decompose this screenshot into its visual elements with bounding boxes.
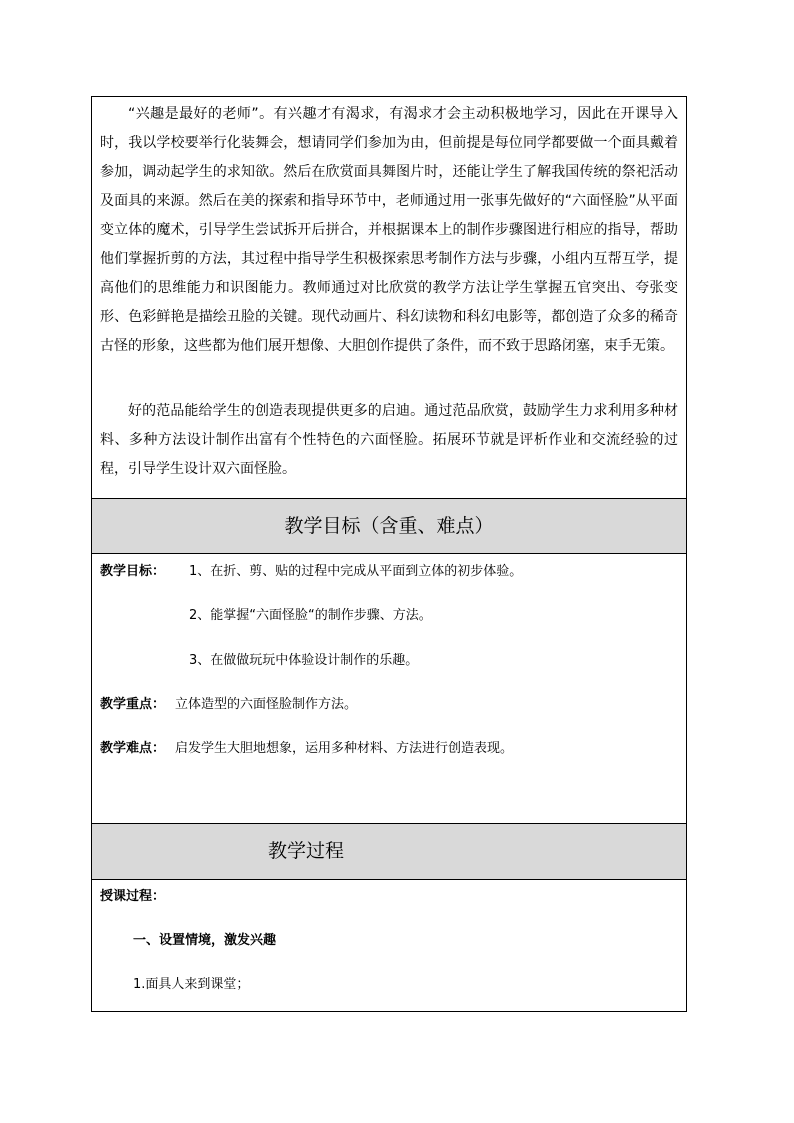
lesson-plan-table [91, 96, 687, 1012]
step1-heading: 一、设置情境，激发兴趣 [133, 933, 277, 948]
difficulty-text: 启发学生大胆地想象，运用多种材料、方法进行创造表现。 [175, 741, 514, 756]
process-cell [92, 879, 686, 1011]
difficulty-label: 教学难点： [100, 741, 166, 756]
goal-item-2: 2、能掌握“六面怪脸“的制作步骤、方法。 [189, 608, 432, 623]
intro-paragraph-1: “兴趣是最好的老师”。有兴趣才有渴求，有渴求才会主动积极地学习，因此在开课导入时，我以学校要举行化装舞会，想请同学们参加为由，但前提是每位同学都要做一个面具戴着参加，调动起学生的求知欲。然后在欣赏面具舞图片时，还能让学生了解我国传统的祭祀活动及面具的来源。然后在美的探索和指导环节中，老师通过用一张事先做好的“六面怪脸”从平面变立体的魔术，引导学生尝试拆开后拼合，并根据课本上的制作步骤图进行相应的指导，帮助他们掌握折剪的方法，其过程中指导学生积极探索思考制作方法与步骤，小组内互帮互学，提高他们的思维能力和识图能力。教师通过对比欣赏的教学方法让学生掌握五官突出、夸张变形、色彩鲜艳是描绘丑脸的关键。现代动画片、科幻读物和科幻电影等，都创造了众多的稀奇古怪的形象，这些都为他们展开想像、大胆创作提供了条件，而不致于思路闭塞，束手无策。 [100, 106, 678, 354]
goal-item-1: 1、在折、剪、贴的过程中完成从平面到立体的初步体验。 [189, 564, 523, 579]
key-point-label: 教学重点： [100, 697, 166, 712]
objectives-title: 教学目标（含重、难点） [284, 515, 494, 537]
goal-item-3: 3、在做做玩玩中体验设计制作的乐趣。 [189, 653, 419, 668]
objectives-header-cell [92, 498, 686, 553]
process-title: 教学过程 [268, 840, 345, 862]
intro-cell [92, 97, 686, 498]
intro-paragraph-2: 好的范品能给学生的创造表现提供更多的启迪。通过范品欣赏，鼓励学生力求利用多种材料、多种方法设计制作出富有个性特色的六面怪脸。拓展环节就是评析作业和交流经验的过程，引导学生设计双六面怪脸。 [100, 403, 678, 477]
objectives-cell [92, 553, 686, 823]
step1-item-1: 1.面具人来到课堂； [133, 977, 250, 992]
key-point-text: 立体造型的六面怪脸制作方法。 [175, 697, 358, 712]
process-header-cell [92, 823, 686, 879]
goals-label: 教学目标： [100, 564, 166, 579]
process-label: 授课过程： [100, 889, 166, 904]
